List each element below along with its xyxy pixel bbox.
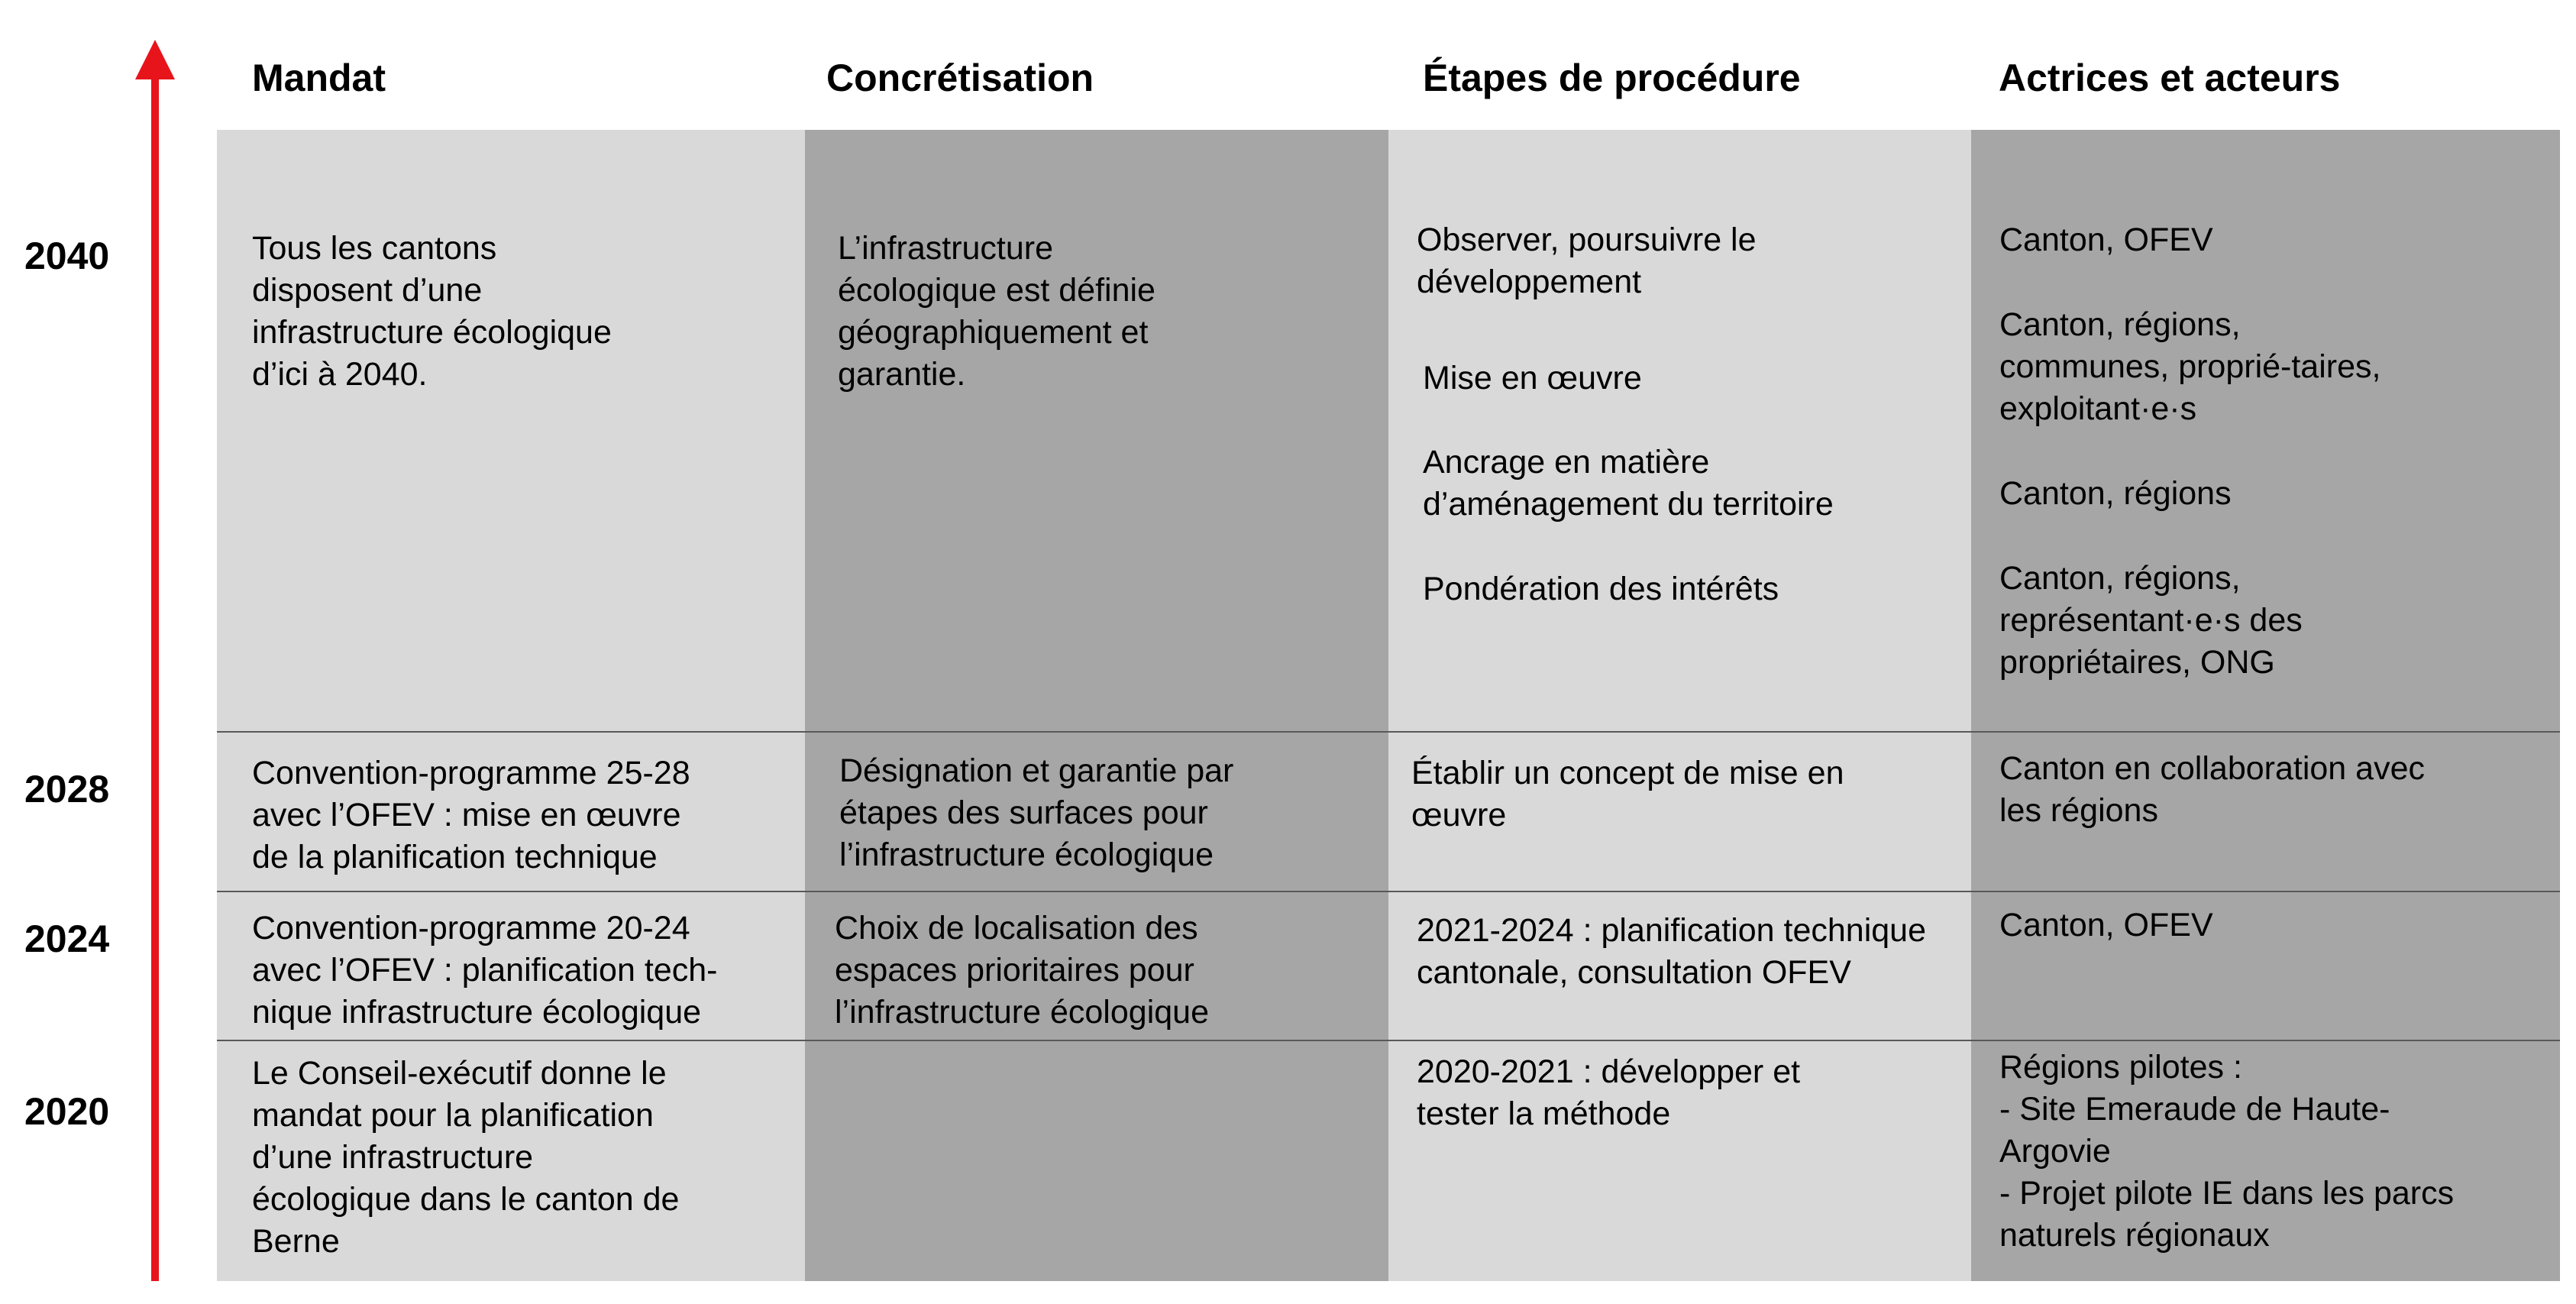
year-label-2040: 2040: [24, 235, 110, 277]
cell-2020-acteurs: Régions pilotes : - Site Emeraude de Haute- Argovie - Projet pilote IE dans les parcs naturels régionaux: [1999, 1049, 2455, 1254]
row-divider: [217, 891, 2560, 892]
header-concretisation: Concrétisation: [826, 57, 1094, 99]
year-label-2020: 2020: [24, 1090, 110, 1133]
header-mandat: Mandat: [252, 57, 386, 99]
cell-2028-etapes: Établir un concept de mise en œuvre: [1411, 755, 1844, 833]
cell-2040-acteur-1: Canton, OFEV: [1999, 222, 2213, 258]
cell-2040-etape-mise-en-oeuvre: Mise en œuvre: [1423, 360, 1642, 396]
cell-2024-mandat: Convention-programme 20-24 avec l’OFEV : planification tech- nique infrastructure écologique: [252, 910, 718, 1031]
cell-2024-acteurs: Canton, OFEV: [1999, 907, 2213, 943]
cell-2040-concretisation: L’infrastructure écologique est définie géographiquement et garantie.: [838, 230, 1155, 393]
cell-2020-etapes: 2020-2021 : développer et tester la méthode: [1417, 1053, 1801, 1132]
cell-2028-acteurs: Canton en collaboration avec les régions: [1999, 750, 2425, 829]
cell-2040-acteur-4: Canton, régions, représentant·e·s des propriétaires, ONG: [1999, 560, 2303, 681]
cell-2028-concretisation: Désignation et garantie par étapes des surfaces pour l’infrastructure écologique: [839, 752, 1234, 873]
header-acteurs: Actrices et acteurs: [1999, 57, 2341, 99]
cell-2024-concretisation: Choix de localisation des espaces prioritaires pour l’infrastructure écologique: [835, 910, 1209, 1031]
year-label-2024: 2024: [24, 917, 110, 960]
timeline-arrow-head: [135, 40, 175, 79]
cell-2024-etapes: 2021-2024 : planification technique cantonale, consultation OFEV: [1417, 912, 1927, 991]
year-label-2028: 2028: [24, 768, 110, 811]
cell-2040-etape-ponderation: Pondération des intérêts: [1423, 571, 1779, 607]
cell-2040-mandat: Tous les cantons disposent d’une infrastructure écologique d’ici à 2040.: [252, 230, 612, 393]
cell-2028-mandat: Convention-programme 25-28 avec l’OFEV : mise en œuvre de la planification technique: [252, 755, 690, 875]
cell-2040-acteur-2: Canton, régions, communes, proprié-taires, exploitant·e·s: [1999, 306, 2381, 427]
cell-2040-etape-ancrage: Ancrage en matière d’aménagement du territoire: [1423, 444, 1834, 523]
header-etapes: Étapes de procédure: [1423, 57, 1801, 99]
row-divider: [217, 1040, 2560, 1041]
timeline-arrow-shaft: [151, 73, 159, 1281]
row-divider: [217, 731, 2560, 733]
cell-2040-etape-observer: Observer, poursuivre le développement: [1417, 222, 1757, 300]
cell-2020-mandat: Le Conseil-exécutif donne le mandat pour la planification d’une infrastructure écologique dans le canton de Berne: [252, 1055, 680, 1260]
cell-2040-acteur-3: Canton, régions: [1999, 475, 2232, 512]
